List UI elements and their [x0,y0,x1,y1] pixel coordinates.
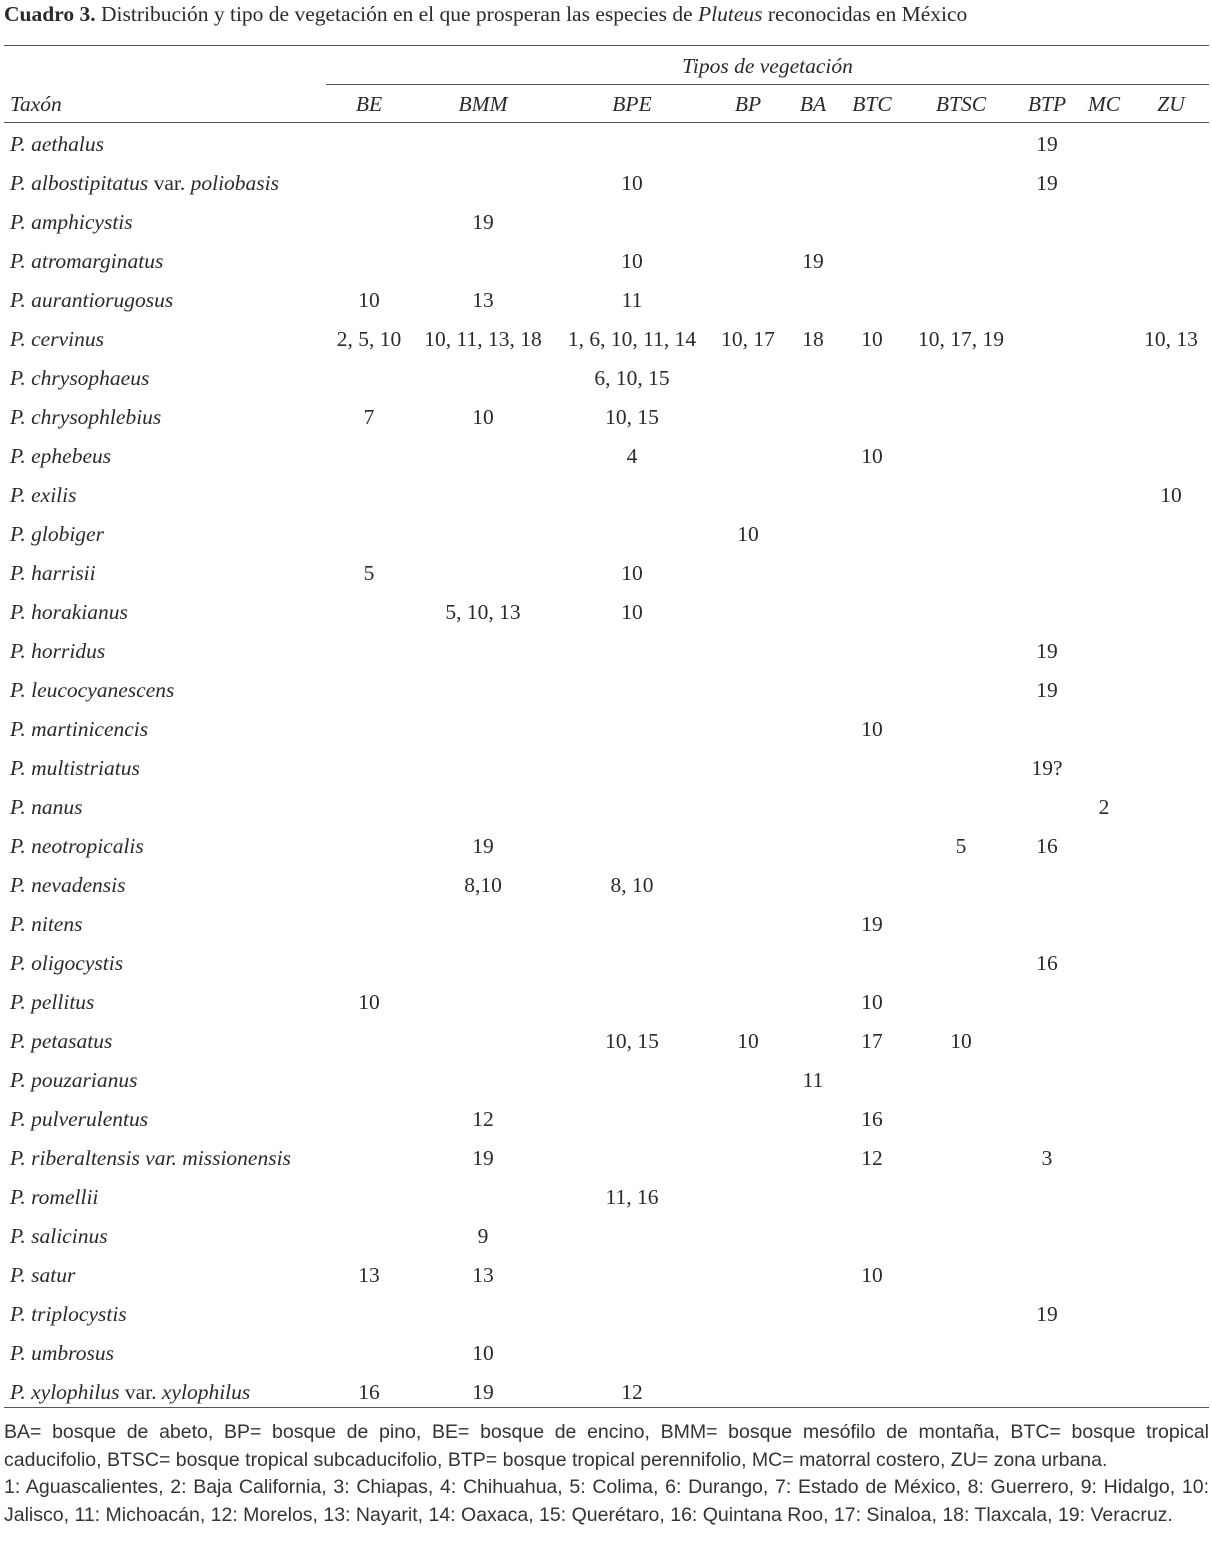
taxon-name: P. atromarginatus [10,249,164,273]
column-header-bp: BP [734,92,762,116]
taxon-cell [10,286,173,314]
table-row [0,949,1212,988]
taxon-cell [10,325,104,353]
cell-bmm: 12 [472,1107,494,1131]
cell-btc: 12 [861,1146,883,1170]
table-row [0,793,1212,832]
taxon-variety: poliobasis [190,171,279,195]
taxon-cell [10,1339,114,1367]
cell-bpe: 12 [621,1380,643,1404]
cell-btc: 16 [861,1107,883,1131]
taxon-name: P. nitens [10,912,83,936]
table-row [0,130,1212,169]
table-row [0,871,1212,910]
cell-bmm: 19 [472,210,494,234]
taxon-cell [10,1144,291,1172]
table-row [0,247,1212,286]
taxon-cell [10,832,144,860]
cell-bmm: 10, 11, 13, 18 [424,327,542,351]
taxon-name: P. satur [10,1263,76,1287]
cell-bpe: 10 [621,561,643,585]
table-row [0,442,1212,481]
taxon-name: P. leucocyanescens [10,678,175,702]
taxon-variety: xylophilus [161,1380,251,1404]
cell-btp: 19 [1036,678,1058,702]
cell-be: 5 [363,561,375,585]
table-row [0,598,1212,637]
taxon-cell [10,949,123,977]
table-row [0,481,1212,520]
taxon-name: P. amphicystis [10,210,133,234]
taxon-cell [10,1378,250,1406]
taxon-name: P. ephebeus [10,444,112,468]
cell-bmm: 8,10 [464,873,502,897]
column-header-bmm: BMM [458,92,508,116]
cell-bpe: 11 [621,288,643,312]
cell-zu: 10, 13 [1144,327,1198,351]
taxon-name: P. cervinus [10,327,104,351]
cell-bpe: 10 [621,171,643,195]
taxon-name: P. albostipitatus [10,171,149,195]
header-bottom-rule [4,122,1209,123]
cell-bpe: 11, 16 [605,1185,659,1209]
table-header-row [0,90,1212,120]
table-row [0,403,1212,442]
taxon-cell [10,598,128,626]
table-row [0,637,1212,676]
vegetation-group-header: Tipos de vegetación [682,54,853,78]
column-header-be: BE [355,92,383,116]
cell-bp: 10, 17 [721,327,775,351]
cell-be: 7 [363,405,375,429]
taxon-name: P. petasatus [10,1029,113,1053]
taxon-cell [10,1183,98,1211]
taxon-cell [10,1222,108,1250]
cell-btc: 10 [861,1263,883,1287]
taxon-name: P. oligocystis [10,951,124,975]
cell-be: 16 [358,1380,380,1404]
taxon-cell [10,676,174,704]
taxon-name: P. riberaltensis var. missionensis [10,1146,291,1170]
cell-bmm: 19 [472,1146,494,1170]
table-caption [4,0,1204,28]
cell-ba: 11 [802,1068,824,1092]
table-row [0,1378,1212,1417]
taxon-cell [10,559,96,587]
column-header-ba: BA [799,92,827,116]
cell-bmm: 19 [472,834,494,858]
table-row [0,364,1212,403]
cell-btsc: 10 [950,1029,972,1053]
taxon-var-marker: var. [119,1380,162,1404]
table-footnotes [4,1419,1209,1529]
cell-zu: 10 [1160,483,1182,507]
column-header-bpe: BPE [612,92,652,116]
cell-btp: 19 [1036,639,1058,663]
table-row [0,286,1212,325]
table-row [0,1027,1212,1066]
cell-bpe: 8, 10 [610,873,654,897]
table-row [0,208,1212,247]
taxon-cell [10,1300,127,1328]
cell-be: 13 [358,1263,380,1287]
footnote-abbreviations: BA= bosque de abeto, BP= bosque de pino, BE= bosque de encino, BMM= bosque mesófilo de montaña, BTC= bosque tropical caducifolio, BTSC= bosque tropical subcaducifolio, BTP= bosque tropical perennifolio, MC= matorral costero, ZU= zona urbana. [4,1421,1209,1471]
taxon-cell [10,715,148,743]
taxon-name: P. horridus [10,639,106,663]
cell-btsc: 5 [955,834,967,858]
table-row [0,1222,1212,1261]
cell-bmm: 13 [472,288,494,312]
table-row [0,676,1212,715]
cell-bmm: 5, 10, 13 [445,600,521,624]
taxon-name: P. chrysophlebius [10,405,162,429]
cell-bmm: 9 [477,1224,489,1248]
table-row [0,1144,1212,1183]
taxon-name: P. xylophilus [10,1380,120,1404]
cell-bpe: 10, 15 [605,405,659,429]
cell-btc: 10 [861,444,883,468]
taxon-var-marker: var. [148,171,191,195]
cell-bmm: 10 [472,1341,494,1365]
taxon-cell [10,481,76,509]
column-header-zu: ZU [1157,92,1185,116]
taxon-name: P. globiger [10,522,104,546]
cell-be: 10 [358,990,380,1014]
taxon-cell [10,403,161,431]
table-top-rule [4,45,1209,46]
table-row [0,325,1212,364]
cell-bpe: 4 [626,444,638,468]
taxon-cell [10,1027,112,1055]
cell-ba: 19 [802,249,824,273]
taxon-name: P. martinicencis [10,717,149,741]
cell-btp: 3 [1041,1146,1053,1170]
taxon-cell [10,520,104,548]
taxon-cell [10,910,82,938]
table-row [0,1105,1212,1144]
table-row [0,520,1212,559]
column-header-btp: BTP [1027,92,1067,116]
table-row [0,988,1212,1027]
taxon-cell [10,442,111,470]
taxon-name: P. umbrosus [10,1341,114,1365]
taxon-name: P. nanus [10,795,83,819]
cell-btc: 10 [861,327,883,351]
taxon-cell [10,988,94,1016]
cell-btsc: 10, 17, 19 [918,327,1004,351]
taxon-cell [10,208,133,236]
cell-bpe: 10, 15 [605,1029,659,1053]
taxon-name: P. harrisii [10,561,96,585]
cell-bmm: 10 [472,405,494,429]
caption-label: Cuadro 3. [4,2,96,26]
cell-btp: 16 [1036,951,1058,975]
taxon-cell [10,169,279,197]
taxon-name: P. pulverulentus [10,1107,149,1131]
caption-genus: Pluteus [698,2,763,26]
caption-text-before: Distribución y tipo de vegetación en el que prosperan las especies de [95,2,699,26]
column-header-btc: BTC [852,92,892,116]
cell-btp: 19 [1036,1302,1058,1326]
cell-btc: 10 [861,990,883,1014]
table-row [0,754,1212,793]
cell-be: 2, 5, 10 [336,327,402,351]
taxon-name: P. aethalus [10,132,104,156]
cell-btp: 16 [1036,834,1058,858]
cell-bp: 10 [737,1029,759,1053]
taxon-name: P. chrysophaeus [10,366,150,390]
table-row [0,559,1212,598]
taxon-cell [10,793,82,821]
cell-mc: 2 [1098,795,1110,819]
cell-btp: 19 [1036,132,1058,156]
cell-bmm: 19 [472,1380,494,1404]
taxon-name: P. neotropicalis [10,834,144,858]
cell-btp: 19 [1036,171,1058,195]
taxon-name: P. multistriatus [10,756,140,780]
taxon-name: P. triplocystis [10,1302,127,1326]
taxon-name: P. pellitus [10,990,95,1014]
cell-btc: 17 [861,1029,883,1053]
column-header-mc: MC [1087,92,1121,116]
taxon-cell [10,754,140,782]
taxon-cell [10,637,105,665]
table-row [0,1183,1212,1222]
column-header-taxon: Taxón [10,92,62,116]
table-row [0,1261,1212,1300]
taxon-cell [10,1066,137,1094]
table-row [0,715,1212,754]
taxon-name: P. aurantiorugosus [10,288,174,312]
cell-bp: 10 [737,522,759,546]
table-bottom-rule [4,1407,1209,1408]
table-row [0,1339,1212,1378]
cell-btc: 10 [861,717,883,741]
cell-bpe: 1, 6, 10, 11, 14 [567,327,697,351]
taxon-cell [10,364,149,392]
taxon-name: P. salicinus [10,1224,108,1248]
taxon-name: P. exilis [10,483,77,507]
cell-btc: 19 [861,912,883,936]
taxon-cell [10,1261,75,1289]
cell-be: 10 [358,288,380,312]
taxon-name: P. horakianus [10,600,128,624]
taxon-cell [10,247,163,275]
taxon-name: P. romellii [10,1185,99,1209]
taxon-cell [10,130,104,158]
cell-btp: 19? [1031,756,1063,780]
cell-bpe: 10 [621,600,643,624]
cell-bpe: 6, 10, 15 [594,366,670,390]
table-row [0,832,1212,871]
cell-bmm: 13 [472,1263,494,1287]
column-header-btsc: BTSC [935,92,987,116]
cell-bpe: 10 [621,249,643,273]
taxon-name: P. nevadensis [10,873,126,897]
taxon-name: P. pouzarianus [10,1068,138,1092]
table-row [0,169,1212,208]
table-row [0,1300,1212,1339]
table-row [0,1066,1212,1105]
group-header-rule [326,84,1209,85]
table-row [0,910,1212,949]
taxon-cell [10,1105,148,1133]
cell-ba: 18 [802,327,824,351]
footnote-states: 1: Aguascalientes, 2: Baja California, 3: Chiapas, 4: Chihuahua, 5: Colima, 6: Durango, 7: Estado de México, 8: Guerrero, 9: Hidalgo, 10: Jalisco, 11: Michoacán, 12: Morelos, 13: Nayarit, 14: Oaxaca, 15: Querétaro, 16: Quintana Roo, 17: Sinaloa, 18: Tlaxcala, 19: Veracruz. [4,1476,1209,1526]
caption-text-after: reconocidas en México [762,2,968,26]
taxon-cell [10,871,125,899]
